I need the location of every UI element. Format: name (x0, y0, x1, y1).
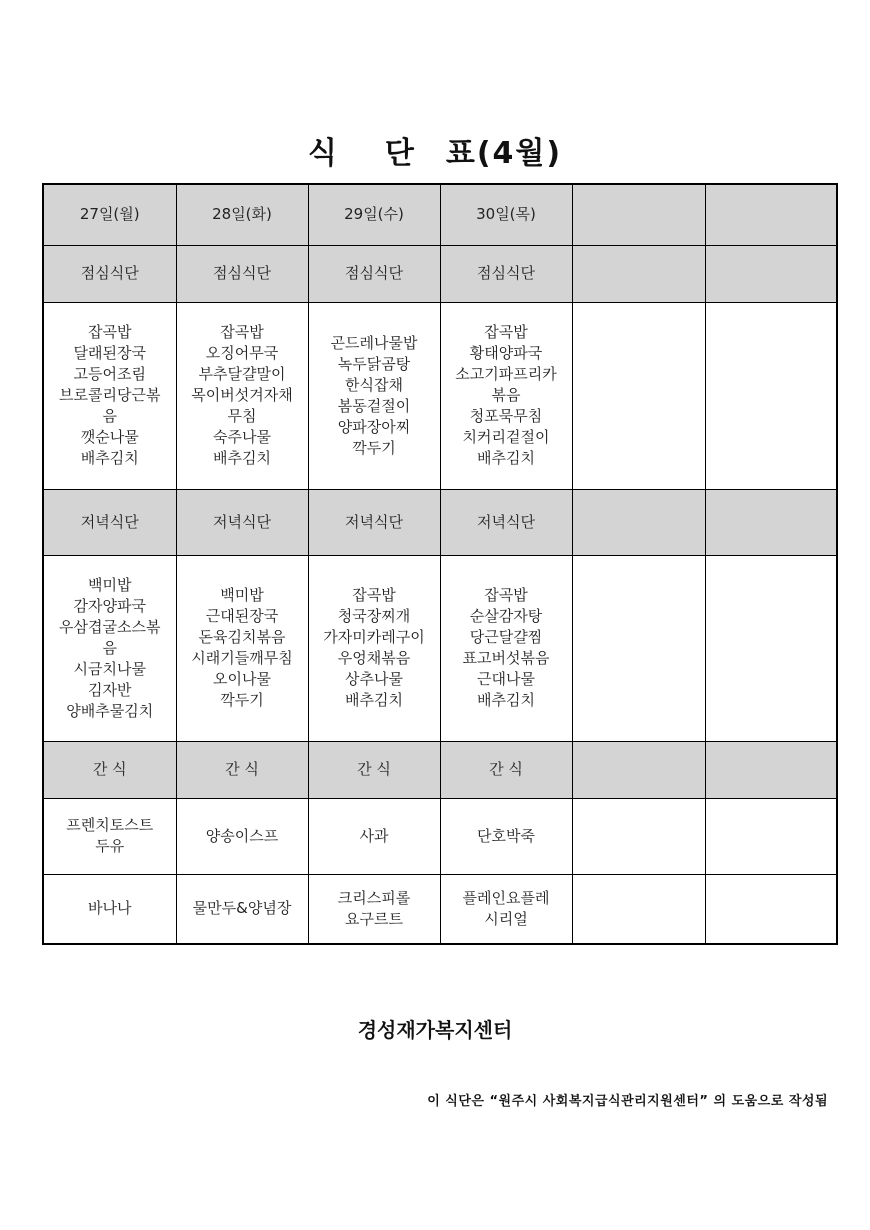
menu-item: 잡곡밥 (484, 586, 528, 604)
menu-table (42, 183, 838, 945)
organization-name: 경성재가복지센터 (357, 1018, 513, 1042)
menu-item: 소고기파프리카 (455, 365, 557, 383)
menu-item: 크리스피롤 (337, 888, 411, 907)
menu-item: 프렌치토스트 (66, 816, 154, 834)
snack-label-cell: 간 식 (308, 741, 440, 798)
menu-item: 김자반 (88, 680, 132, 699)
menu-item: 순살감자탕 (469, 607, 543, 625)
menu-item: 배추김치 (345, 691, 403, 709)
snack1-cell (43, 798, 176, 874)
menu-item: 녹두닭곰탕 (337, 354, 411, 373)
menu-item: 볶음 (491, 386, 521, 404)
menu-item: 청포묵무침 (469, 407, 543, 425)
dinner-cell (43, 555, 176, 741)
lunch-label-cell: 점심식단 (176, 245, 308, 302)
menu-item: 깍두기 (220, 691, 264, 709)
dinner-label-cell: 저녁식단 (440, 489, 572, 555)
menu-item: 황태양파국 (469, 344, 543, 362)
title-part-1: 식 (307, 136, 339, 171)
menu-item: 청국장찌개 (337, 607, 411, 625)
dinner-cell (705, 555, 837, 741)
snack1-cell (308, 798, 440, 874)
menu-item: 깍두기 (352, 438, 396, 457)
dinner-cell (440, 555, 572, 741)
menu-item: 잡곡밥 (88, 323, 132, 341)
snack-label-cell: 간 식 (43, 741, 176, 798)
menu-item: 잡곡밥 (484, 323, 528, 341)
menu-item: 상추나물 (345, 670, 403, 688)
lunch-label-row (43, 245, 837, 302)
menu-item: 두유 (95, 837, 125, 855)
menu-item: 배추김치 (477, 449, 535, 467)
menu-item: 브로콜리당근볶 (59, 386, 161, 404)
menu-item: 음 (102, 407, 117, 425)
day-header-row (43, 184, 837, 245)
page-title (0, 128, 870, 172)
lunch-label-cell: 점심식단 (308, 245, 440, 302)
menu-item: 시금치나물 (73, 659, 146, 678)
dinner-cell (572, 555, 705, 741)
menu-item: 양배추물김치 (66, 701, 154, 720)
menu-item: 우엉채볶음 (337, 649, 411, 667)
menu-item: 사과 (359, 826, 389, 845)
title-part-3: 표(4월) (445, 136, 563, 171)
menu-item: 양파장아찌 (337, 417, 411, 436)
lunch-cell (440, 302, 572, 489)
menu-item: 우삼겹굴소스볶 (59, 617, 161, 636)
menu-item: 음 (102, 638, 117, 657)
lunch-label-cell: 점심식단 (440, 245, 572, 302)
dinner-label-cell: 저녁식단 (176, 489, 308, 555)
menu-item: 양송이스프 (205, 826, 279, 845)
days-cell: 28일(화) (176, 184, 308, 245)
menu-item: 잡곡밥 (220, 323, 264, 341)
menu-item: 고등어조림 (73, 365, 146, 383)
menu-item: 치커리겉절이 (462, 428, 550, 446)
menu-item: 목이버섯겨자채 (191, 386, 293, 404)
menu-item: 당근달걀찜 (469, 628, 543, 646)
menu-item: 단호박죽 (477, 826, 535, 845)
menu-item: 무침 (227, 407, 257, 425)
menu-item: 배추김치 (213, 449, 271, 467)
snack2-cell (308, 874, 440, 944)
snack-label-cell (705, 741, 837, 798)
days-cell: 30일(목) (440, 184, 572, 245)
menu-item: 봄동겉절이 (337, 396, 411, 415)
menu-item: 오이나물 (213, 670, 271, 688)
snack1-cell (705, 798, 837, 874)
lunch-menu-row (43, 302, 837, 489)
dinner-menu-row (43, 555, 837, 741)
menu-item: 요구르트 (345, 909, 403, 928)
menu-item: 백미밥 (88, 575, 132, 594)
footer-note: 이 식단은 “원주시 사회복지급식관리지원센터” 의 도움으로 작성됨 (427, 1094, 828, 1109)
menu-item: 한식잡채 (345, 375, 403, 394)
menu-item: 바나나 (88, 899, 132, 918)
lunch-cell (705, 302, 837, 489)
dinner-cell (176, 555, 308, 741)
snack1-cell (440, 798, 572, 874)
snack2-cell (176, 874, 308, 944)
menu-item: 물만두&양념장 (192, 899, 292, 918)
snack-row-1 (43, 798, 837, 874)
lunch-cell (43, 302, 176, 489)
menu-item: 달래된장국 (73, 344, 146, 362)
menu-item: 배추김치 (477, 691, 535, 709)
menu-item: 시래기들깨무침 (191, 649, 293, 667)
menu-item: 근대된장국 (205, 607, 279, 625)
days-cell (572, 184, 705, 245)
snack-label-cell (572, 741, 705, 798)
dinner-label-row (43, 489, 837, 555)
menu-item: 돈육김치볶음 (198, 628, 286, 646)
menu-item: 곤드레나물밥 (330, 333, 418, 352)
menu-item: 감자양파국 (73, 596, 146, 615)
snack2-cell (705, 874, 837, 944)
menu-item: 시리얼 (484, 909, 528, 928)
menu-table-body (43, 184, 837, 944)
menu-item: 깻순나물 (80, 428, 139, 446)
snack2-cell (440, 874, 572, 944)
days-cell: 29일(수) (308, 184, 440, 245)
dinner-label-cell (705, 489, 837, 555)
menu-item: 숙주나물 (213, 428, 271, 446)
menu-item: 배추김치 (80, 449, 139, 467)
menu-item: 플레인요플레 (462, 888, 550, 907)
lunch-label-cell: 점심식단 (43, 245, 176, 302)
menu-item: 백미밥 (220, 586, 264, 604)
snack1-cell (572, 798, 705, 874)
lunch-label-cell (572, 245, 705, 302)
snack-label-cell: 간 식 (440, 741, 572, 798)
menu-item: 잡곡밥 (352, 586, 396, 604)
snack1-cell (176, 798, 308, 874)
lunch-label-cell (705, 245, 837, 302)
snack2-cell (572, 874, 705, 944)
menu-item: 오징어무국 (205, 344, 279, 362)
menu-item: 가자미카레구이 (323, 628, 425, 646)
snack2-cell (43, 874, 176, 944)
lunch-cell (572, 302, 705, 489)
days-cell: 27일(월) (43, 184, 176, 245)
lunch-cell (308, 302, 440, 489)
dinner-label-cell: 저녁식단 (308, 489, 440, 555)
snack-row-2 (43, 874, 837, 944)
menu-item: 근대나물 (477, 670, 535, 688)
lunch-cell (176, 302, 308, 489)
menu-item: 부추달걀말이 (198, 365, 286, 383)
title-part-2: 단 (384, 136, 416, 171)
menu-item: 표고버섯볶음 (462, 649, 550, 667)
snack-label-cell: 간 식 (176, 741, 308, 798)
dinner-label-cell: 저녁식단 (43, 489, 176, 555)
dinner-cell (308, 555, 440, 741)
dinner-label-cell (572, 489, 705, 555)
snack-label-row (43, 741, 837, 798)
days-cell (705, 184, 837, 245)
